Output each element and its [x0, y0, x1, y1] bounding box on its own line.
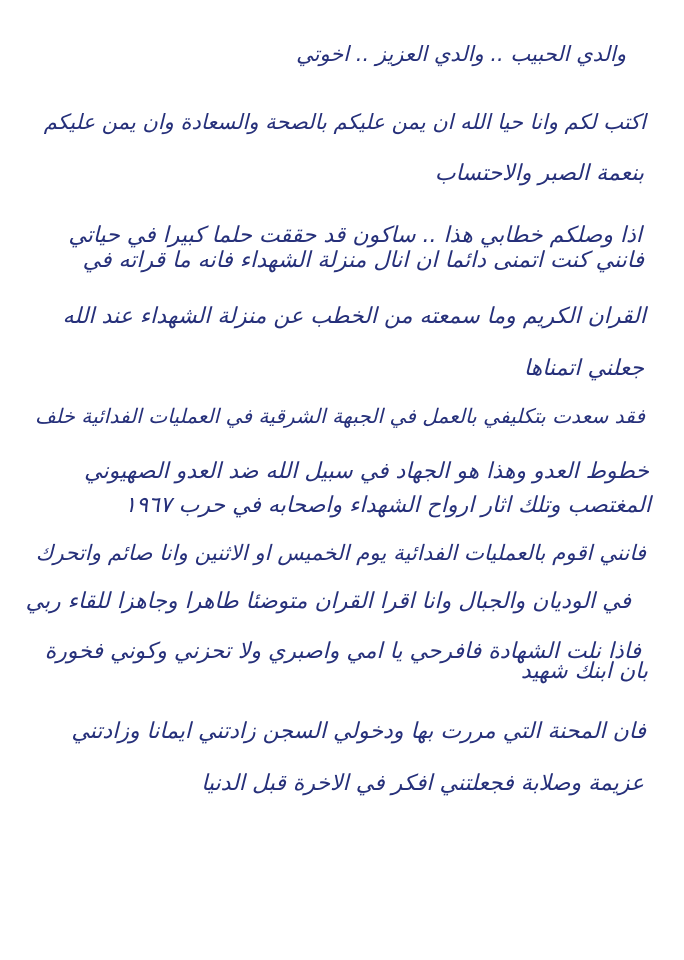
- letter-line: فانني كنت اتمنى دائما ان انال منزلة الشهداء فانه ما قراته في: [82, 248, 644, 273]
- letter-line: المغتصب وتلك اثار ارواح الشهداء واصحابه في حرب ١٩٦٧: [124, 493, 651, 518]
- letter-greeting: والدي الحبيب .. والدي العزيز .. اخوتي: [296, 42, 626, 66]
- letter-line: عزيمة وصلابة فجعلتني افكر في الاخرة قبل الدنيا: [201, 771, 644, 796]
- letter-line: فاذا نلت الشهادة فافرحي يا امي واصبري ولا تحزني وكوني فخورة: [44, 639, 641, 664]
- letter-line: فان المحنة التي مررت بها ودخولي السجن زادتني ايمانا وزادتني: [71, 719, 646, 744]
- letter-line: خطوط العدو وهذا هو الجهاد في سبيل الله ضد العدو الصهيوني: [84, 459, 649, 484]
- letter-line: اذا وصلكم خطابي هذا .. ساكون قد حققت حلما كبيرا في حياتي: [68, 223, 642, 248]
- letter-line: القران الكريم وما سمعته من الخطب عن منزلة الشهداء عند الله: [62, 304, 646, 329]
- letter-line: جعلني اتمناها: [523, 356, 644, 381]
- letter-line: بان ابنك شهيد: [520, 659, 648, 684]
- letter-line: في الوديان والجبال وانا اقرا القران متوضئا طاهرا وجاهزا للقاء ربي: [25, 589, 631, 614]
- letter-line: فقد سعدت بتكليفي بالعمل في الجبهة الشرقية في العمليات الفدائية خلف: [34, 404, 645, 428]
- letter-line: اكتب لكم وانا حيا الله ان يمن عليكم بالصحة والسعادة وان يمن عليكم: [43, 110, 646, 134]
- letter-line: فانني اقوم بالعمليات الفدائية يوم الخميس او الاثنين وانا صائم واتحرك: [35, 541, 646, 566]
- letter-line: بنعمة الصبر والاحتساب: [434, 161, 644, 186]
